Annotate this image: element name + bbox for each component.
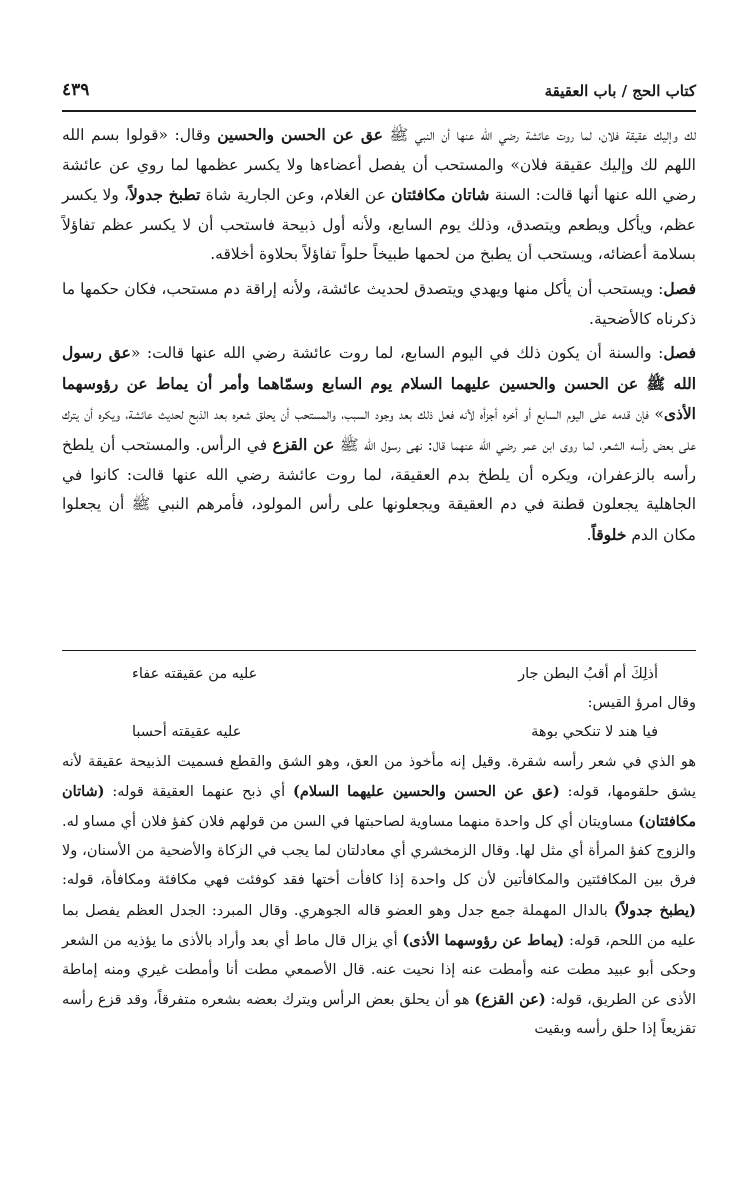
verse-hemistich-1: أذلِكَ أم أقبُ البطن جار <box>518 666 658 682</box>
text-run: هو الذي في شعر رأسه شقرة. وقيل إنه مأخوذ من العق، وهو الشق والقطع فسميت الذبيحة عقيقة لأنه يشق حلقومها، قوله: <box>62 753 697 800</box>
page-header <box>62 80 696 112</box>
bold-phrase: (يطبخ جدولاً) <box>614 901 696 919</box>
text-run: » فإن قدمه على اليوم السابع أو أخره أجزأه لأنه فعل ذلك بعد وجود السبب، والمستحب أن يحلق شعره بعد الذبح لحديث عائشة، ويكره أن يترك على بعض رأسه الشعر، لما روى ابن عمر رضي الله عنهما قال: نهى رسول الله ﷺ <box>62 405 696 454</box>
paragraph-1 <box>62 120 696 270</box>
footnote-paragraph <box>62 748 696 1045</box>
poetry-verse-2 <box>62 718 696 747</box>
hadith-quote: عق رسول الله ﷺ عن الحسن والحسين عليهما السلام يوم السابع وسمّاهما وأمر أن يماط عن رؤوسهما الأذى <box>62 343 696 424</box>
text-run: عن الغلام، وعن الجارية شاة <box>200 186 392 205</box>
verse-hemistich-2: عليه من عقيقته عفاء <box>132 666 258 682</box>
bold-phrase: (عق عن الحسن والحسين عليهما السلام) <box>293 782 560 800</box>
text-run: . <box>586 525 592 544</box>
text-run: أي يزال قال ماط أي بعد وأراد بالأذى ما يؤذيه من الشعر وحكى أبو عبيد مطت عنه وأمطت عنه إذا نحيت عنه. قال الأصمعي مطت أنا وأمطت غيري ومنه إماطة الأذى عن الطريق، قوله: <box>62 932 696 1009</box>
bold-phrase: (يماط عن رؤوسهما الأذى) <box>402 931 565 949</box>
bold-phrase: تطبخ جدولاً <box>128 185 201 205</box>
bold-phrase: خلوقاً <box>591 524 627 544</box>
verse-attribution: وقال امرؤ القيس: <box>587 695 696 712</box>
text-run: وقال: «قولوا بسم الله اللهم لك وإليك عقيقة فلان» والمستحب أن يفصل أعضاءها ولا يكسر عظمها لما روي عن عائشة رضي الله عنها أنها قالت: السنة <box>62 126 696 205</box>
text-run: لك وإليك عقيقة فلان، لما روت عائشة رضي الله عنها أن النبي ﷺ <box>383 126 696 144</box>
poetry-verse-1 <box>62 660 696 689</box>
section-heading: فصل <box>663 278 696 298</box>
text-run: بالدال المهملة جمع جدل وهو العضو قاله الجوهري. وقال المبرد: الجدل العظم يفصل بما عليه من اللحم، قوله: <box>62 902 697 949</box>
section-heading: فصل <box>663 343 696 363</box>
verse-hemistich-1: فيا هند لا تنكحي بوهة <box>531 724 658 741</box>
bold-phrase: (عن القزع) <box>474 991 546 1009</box>
text-run: هو أن يحلق بعض الرأس ويترك بعضه بشعره متفرقاً، وقد قزع رأسه تقزيعاً إذا حلق رأسه وبقيت <box>62 992 696 1038</box>
text-run: في الرأس. والمستحب أن يلطخ رأسه بالزعفران، ويكره أن يلطخ بدم العقيقة، لما روت عائشة رضي الله عنها قالت: كانوا في الجاهلية يجعلون قطنة في دم العقيقة ويجعلونها على رأس المولود، فأمرهم النبي ﷺ أن يجعلوا مكان الدم <box>62 435 696 544</box>
text-run: أي ذبح عنهما العقيقة قوله: <box>104 783 294 800</box>
bold-phrase: عق عن الحسن والحسين <box>217 125 383 144</box>
bold-phrase: (شاتان مكافئتان) <box>62 782 696 831</box>
page-number: ٤٣٩ <box>62 80 90 100</box>
paragraph-3 <box>62 338 696 550</box>
text-run: ، ولا يكسر عظم، ويأكل ويطعم ويتصدق، وذلك يوم السابع، ولأنه أول ذبيحة فاستحب أن لا يكسر عظم تفاؤلاً بسلامة أعضائه، ويستحب أن يطبخ من لحمها طبيخاً حلواً تفاؤلاً بحلاوة أخلاقه. <box>62 186 696 264</box>
running-title: كتاب الحج / باب العقيقة <box>544 82 696 100</box>
main-text <box>62 120 696 554</box>
text-run: : والسنة أن يكون ذلك في اليوم السابع، لما روت عائشة رضي الله عنها قالت: « <box>130 344 664 363</box>
footnote-divider <box>62 650 696 651</box>
text-run: : ويستحب أن يأكل منها ويهدي ويتصدق لحديث عائشة، ولأنه إراقة دم مستحب، فكان حكمها ما ذكرناه كالأضحية. <box>62 279 696 328</box>
bold-phrase: عن القزع <box>272 434 335 454</box>
footnotes <box>62 660 696 1045</box>
text-run: مساويتان أي كل واحدة منهما مساوية لصاحبتها في السن من قولهم فلان كفؤ فلان أي مساو له. والزوج كفؤ المرأة أي مثل لها. وقال الزمخشري أي معادلتان لما يجب في الزكاة والأضحية من الأسنان، ولا فرق بين المكافئتين والمكافأتين لأن كل واحدة إذا كافأت أختها فقد كوفئت فهي مكافئة ومكافأة، قوله: <box>62 814 696 889</box>
verse-hemistich-2: عليه عقيقته أحسبا <box>132 724 242 741</box>
paragraph-2 <box>62 274 696 334</box>
bold-phrase: شاتان مكافئتان <box>391 185 490 205</box>
